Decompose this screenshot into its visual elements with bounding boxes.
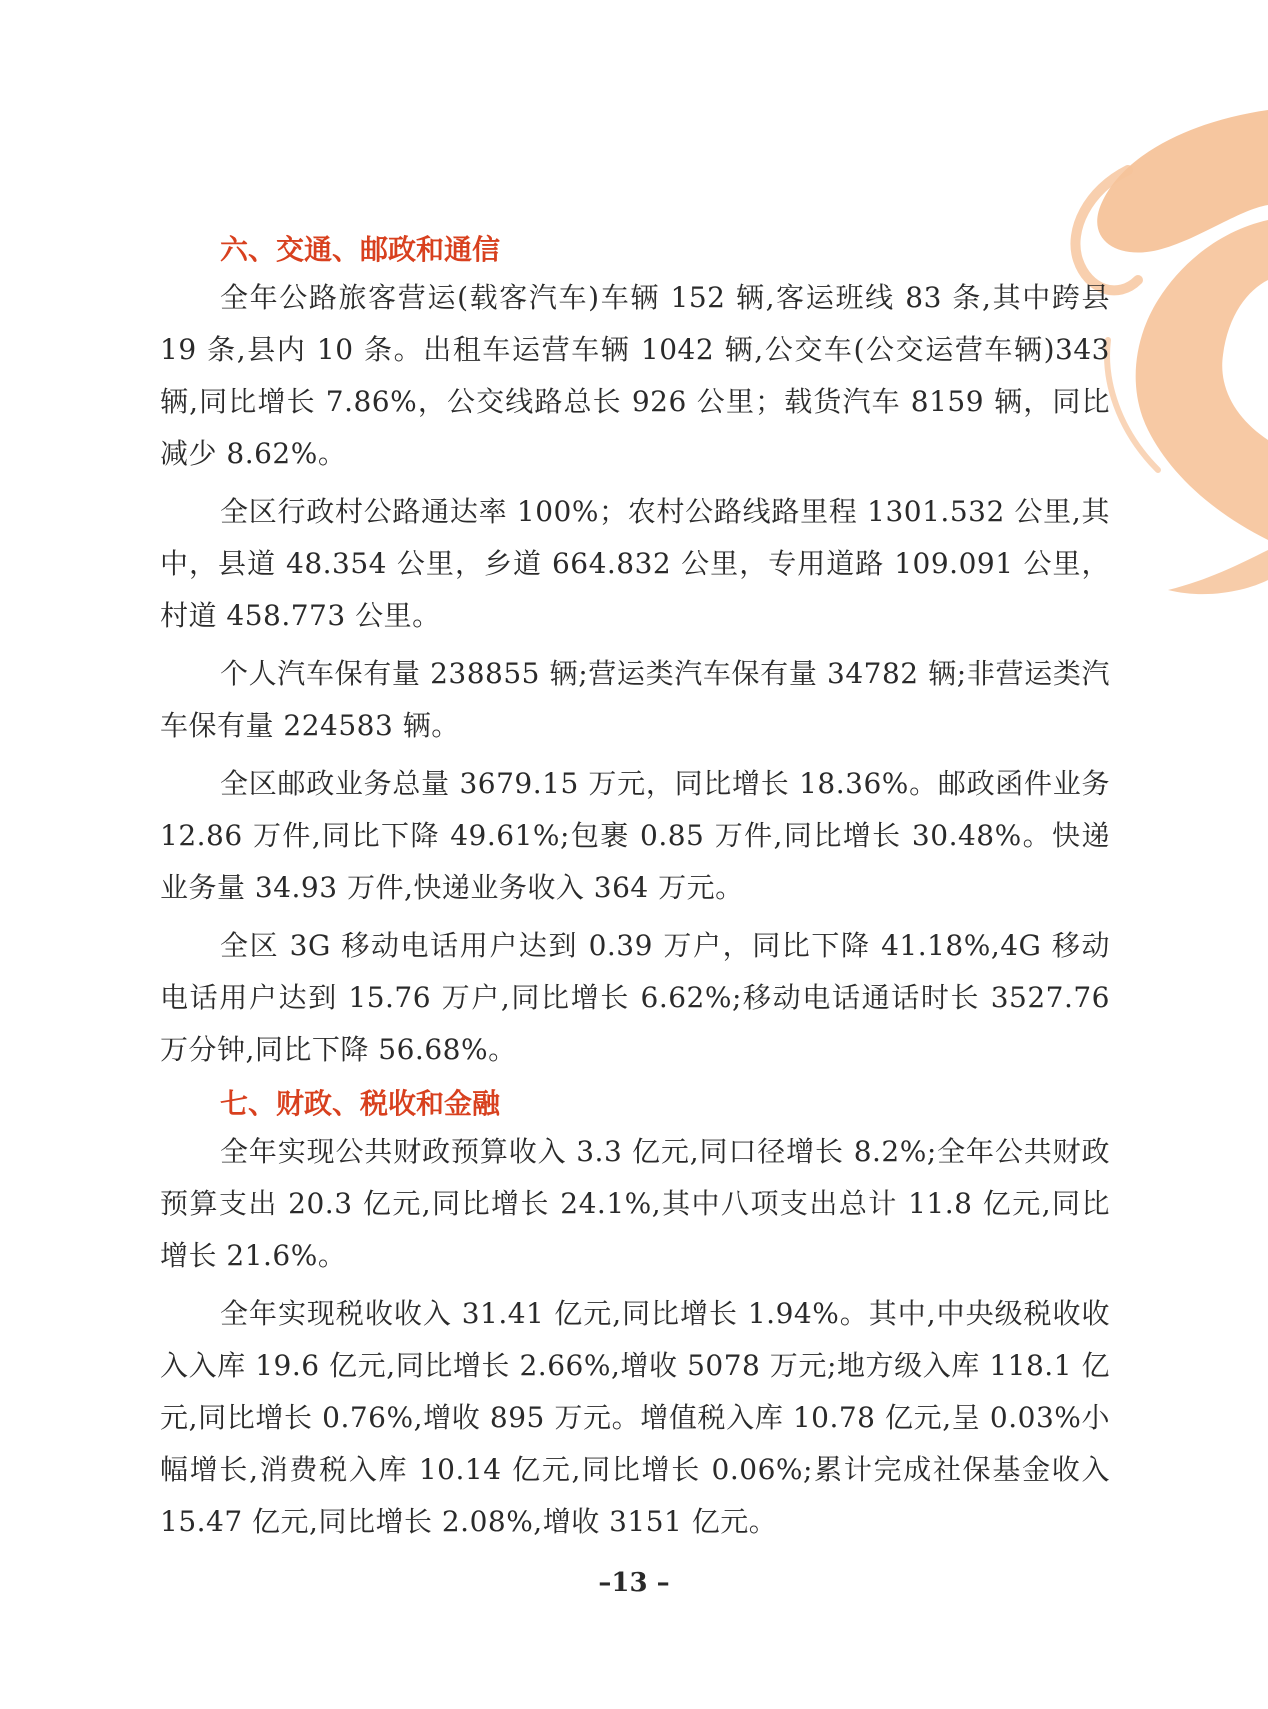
paragraph-public-budget: 全年实现公共财政预算收入 3.3 亿元,同口径增长 8.2%;全年公共财政预算支出 20.3 亿元,同比增长 24.1%,其中八项支出总计 11.8 亿元,同比增长 21.6%。	[160, 1135, 1110, 1272]
section-title-transport: 六、交通、邮政和通信	[220, 233, 501, 266]
paragraph-mobile-telecom: 全区 3G 移动电话用户达到 0.39 万户，同比下降 41.18%,4G 移动电话用户达到 15.76 万户,同比增长 6.62%;移动电话通话时长 3527.76 万分钟,同比下降 56.68%。	[160, 929, 1110, 1066]
paragraph-vehicle-ownership: 个人汽车保有量 238855 辆;营运类汽车保有量 34782 辆;非营运类汽车保有量 224583 辆。	[160, 657, 1110, 742]
paragraph-rural-roads: 全区行政村公路通达率 100%；农村公路线路里程 1301.532 公里,其中，县道 48.354 公里，乡道 664.832 公里，专用道路 109.091 公里，村道 458.773 公里。	[160, 495, 1110, 632]
section-title-finance: 七、财政、税收和金融	[220, 1087, 501, 1120]
paragraph-tax-revenue: 全年实现税收收入 31.41 亿元,同比增长 1.94%。其中,中央级税收收入入库 19.6 亿元,同比增长 2.66%,增收 5078 万元;地方级入库 118.1 亿元,同比增长 0.76%,增收 895 万元。增值税入库 10.78 亿元,呈 0.03%小幅增长,消费税入库 10.14 亿元,同比增长 0.06%;累计完成社保基金收入 15.47 亿元,同比增长 2.08%,增收 3151 亿元。	[160, 1297, 1110, 1538]
paragraph-postal-business: 全区邮政业务总量 3679.15 万元，同比增长 18.36%。邮政函件业务 12.86 万件,同比下降 49.61%;包裹 0.85 万件,同比增长 30.48%。快递业务量 34.93 万件,快递业务收入 364 万元。	[160, 767, 1110, 904]
page-number: –13 –	[598, 1568, 670, 1598]
page-content	[160, 228, 1110, 1554]
paragraph-road-transport: 全年公路旅客营运(载客汽车)车辆 152 辆,客运班线 83 条,其中跨县 19 条,县内 10 条。出租车运营车辆 1042 辆,公交车(公交运营车辆)343 辆,同比增长 7.86%，公交线路总长 926 公里；载货汽车 8159 辆，同比减少 8.62%。	[160, 281, 1110, 470]
